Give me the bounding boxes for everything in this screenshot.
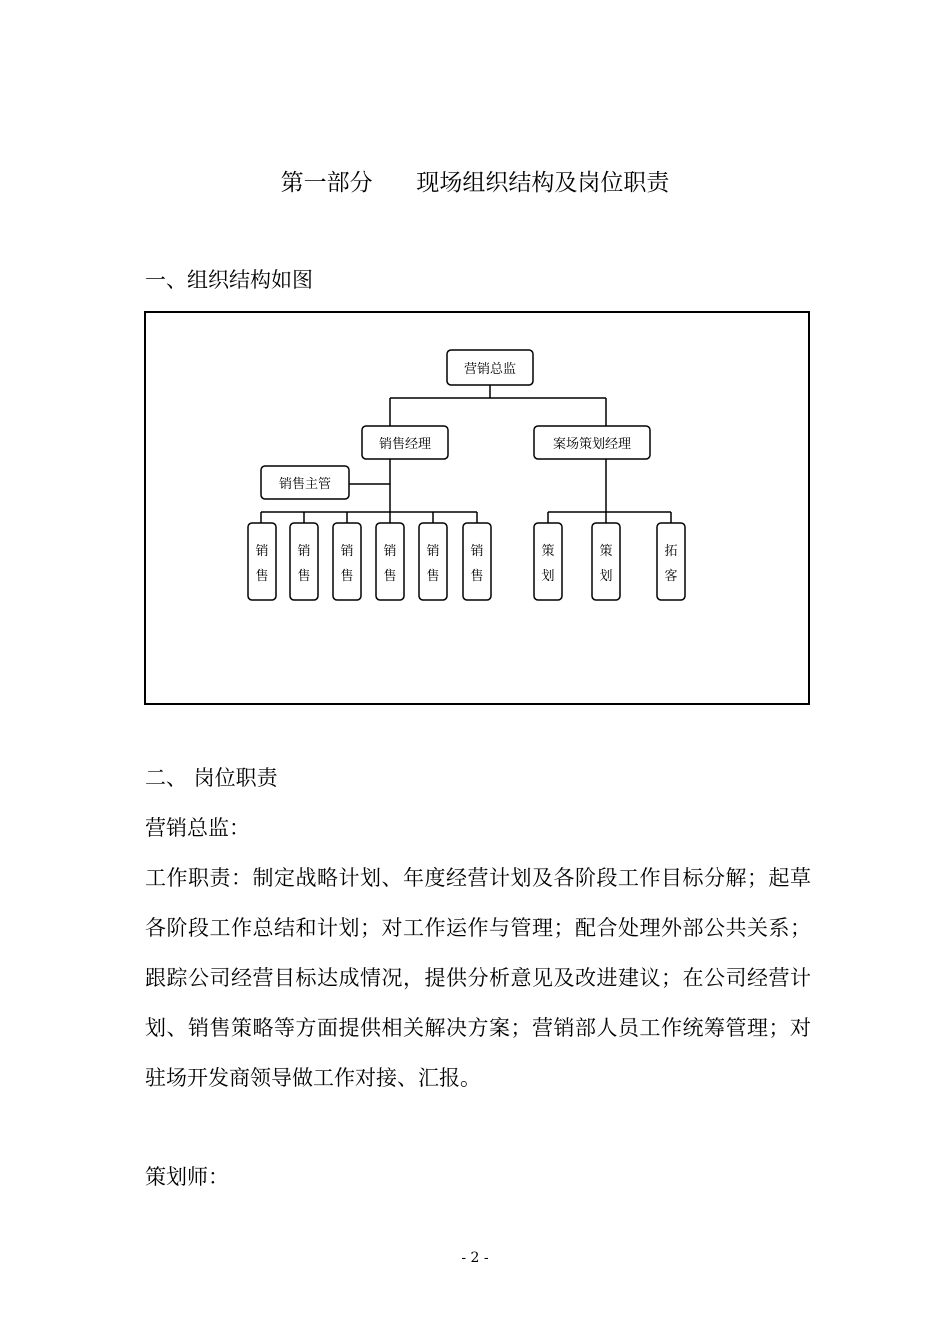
page-number: - 2 - <box>461 1250 489 1266</box>
section-heading-responsibilities: 二、 岗位职责 <box>145 766 278 790</box>
org-node-label: 销售主管 <box>278 477 332 492</box>
org-node-sales-staff <box>333 523 361 600</box>
org-node-label-char: 售 <box>255 569 269 584</box>
role-duties-marketing-director: 工作职责：制定战略计划、年度经营计划及各阶段工作目标分解；起草各阶段工作总结和计划；对工作运作与管理；配合处理外部公共关系；跟踪公司经营目标达成情况，提供分析意见及改进建议；在公司经营计划、销售策略等方面提供相关解决方案；营销部人员工作统筹管理；对驻场开发商领导做工作对接、汇报。 <box>145 866 811 1090</box>
org-node-sales-staff <box>463 523 491 600</box>
org-node-label-char: 客 <box>664 569 678 584</box>
org-node-label-char: 售 <box>297 569 311 584</box>
org-node-label-char: 销 <box>426 544 440 559</box>
org-node-sales-manager <box>362 426 448 459</box>
org-node-label-char: 售 <box>426 569 440 584</box>
org-node-sales-supervisor <box>261 466 349 499</box>
org-node-label-char: 策 <box>541 544 555 559</box>
org-node-label-char: 销 <box>340 544 354 559</box>
org-node-label-char: 销 <box>383 544 397 559</box>
org-node-sales-staff <box>290 523 318 600</box>
org-node-label-char: 销 <box>470 544 484 559</box>
org-node-label-char: 销 <box>297 544 311 559</box>
org-node-label-char: 策 <box>599 544 613 559</box>
org-node-label: 营销总监 <box>463 362 517 377</box>
org-node-label: 案场策划经理 <box>552 437 632 452</box>
org-node-label: 销售经理 <box>378 437 432 452</box>
org-node-planning-staff <box>534 523 562 600</box>
org-node-label-char: 售 <box>383 569 397 584</box>
document-title: 第一部分 现场组织结构及岗位职责 <box>280 170 670 196</box>
org-node-label-char: 售 <box>470 569 484 584</box>
org-chart-frame <box>144 311 810 705</box>
org-node-label-char: 销 <box>255 544 269 559</box>
org-node-marketing-director <box>447 350 533 385</box>
org-node-sales-staff <box>248 523 276 600</box>
org-node-planning-staff <box>592 523 620 600</box>
org-node-label-char: 售 <box>340 569 354 584</box>
org-chart <box>146 313 808 703</box>
role-title-marketing-director: 营销总监： <box>145 816 250 840</box>
org-node-sales-staff <box>376 523 404 600</box>
org-node-label-char: 划 <box>599 569 613 584</box>
org-node-label-char: 划 <box>541 569 555 584</box>
org-node-sales-staff <box>419 523 447 600</box>
org-node-customer-expansion-staff <box>657 523 685 600</box>
org-node-label-char: 拓 <box>664 544 678 559</box>
org-node-planning-manager <box>534 426 650 459</box>
role-title-planner: 策划师： <box>145 1165 229 1189</box>
section-heading-org-structure: 一、组织结构如图 <box>145 268 313 292</box>
